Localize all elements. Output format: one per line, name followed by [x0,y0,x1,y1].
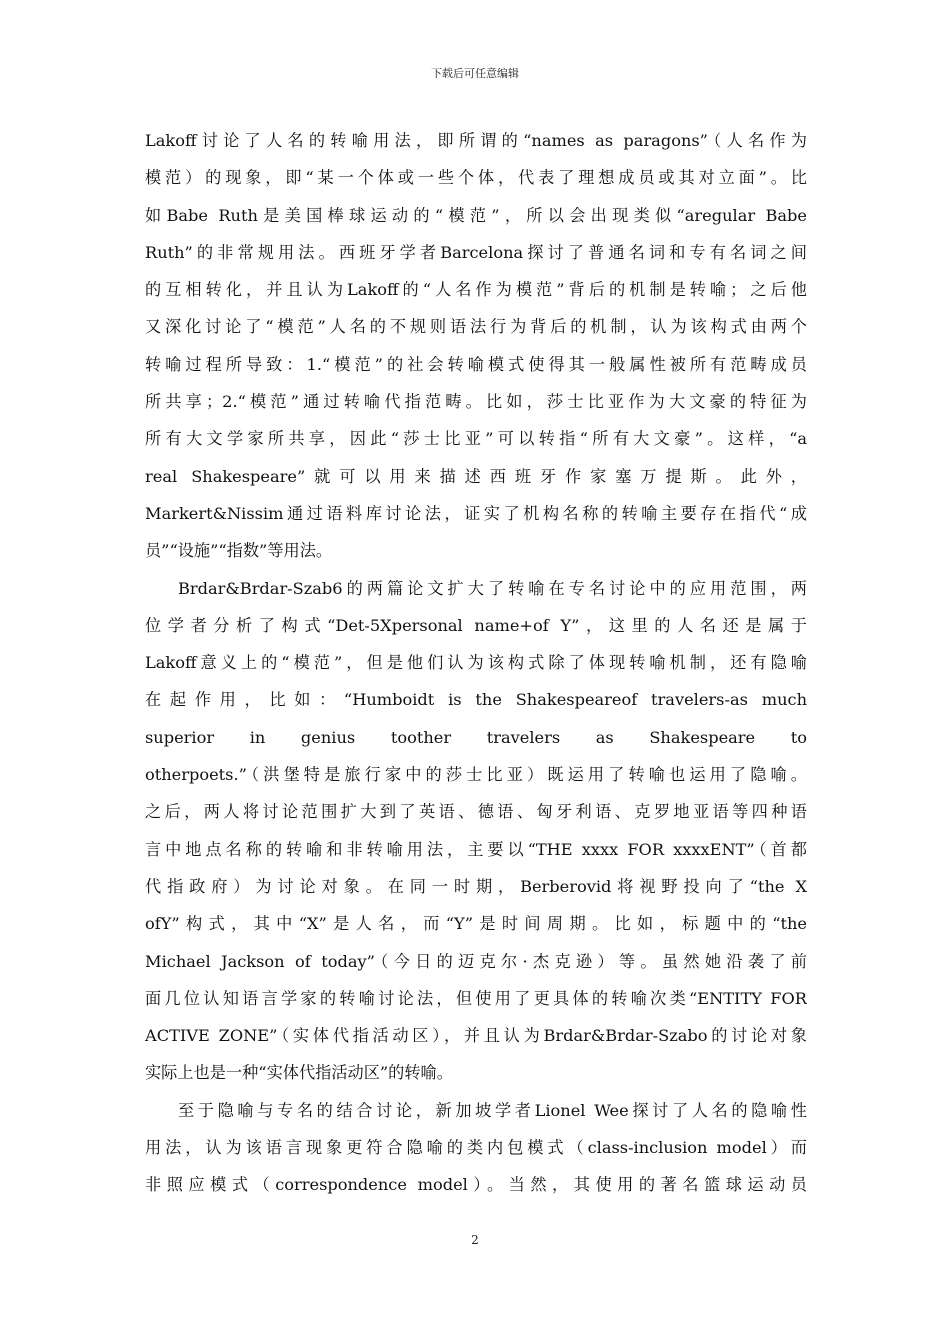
paragraph-2-line-4: 在起作用，比如：“Humboidt is the Shakespeareof travelers-as much [145,690,807,710]
paragraph-2-line-14: 实际上也是一种“实体代指活动区”的转喻。 [145,1063,453,1083]
page-header: 下载后可任意编辑 [431,67,519,80]
paragraph-2-line-9: 代指政府）为讨论对象。在同一时期，Berberovid将视野投向了“the X [145,876,807,896]
paragraph-2-line-13: ACTIVE ZONE”（实体代指活动区），并且认为Brdar&Brdar-Szabo的讨论对象 [145,1026,807,1046]
paragraph-2-line-6: otherpoets.”（洪堡特是旅行家中的莎士比亚）既运用了转喻也运用了隐喻。 [145,765,807,785]
paragraph-2-line-11: Michael Jackson of today”（今日的迈克尔·杰克逊）等。虽然她沿袭了前 [145,951,807,971]
paragraph-1-line-11: Markert&Nissim通过语料库讨论法，证实了机构名称的转喻主要存在指代“成 [145,503,807,523]
paragraph-3-line-2: 用法，认为该语言现象更符合隐喻的类内包模式（class-inclusion model）而 [145,1138,807,1158]
paragraph-1-line-8: 所共享；2.“模范”通过转喻代指范畴。比如，莎士比亚作为大文豪的特征为 [145,392,807,412]
paragraph-1-line-10: real Shakespeare”就可以用来描述西班牙作家塞万提斯。此外， [145,466,807,486]
paragraph-3-line-3: 非照应模式（correspondence model）。当然，其使用的著名篮球运动员 [145,1175,807,1195]
paragraph-1-line-6: 又深化讨论了“模范”人名的不规则语法行为背后的机制，认为该构式由两个 [145,317,807,337]
document-body [145,122,807,1204]
paragraph-2-line-3: Lakoff意义上的“模范”，但是他们认为该构式除了体现转喻机制，还有隐喻 [145,653,807,673]
paragraph-2-line-2: 位学者分析了构式“Det-5Xpersonal name+of Y”，这里的人名还是属于 [145,615,807,635]
paragraph-1-line-9: 所有大文学家所共享，因此“莎士比亚”可以转指“所有大文豪”。这样，“a [145,429,807,449]
paragraph-1-line-3: 如Babe Ruth是美国棒球运动的“模范”，所以会出现类似“aregular Babe [145,205,807,225]
paragraph-2-line-8: 言中地点名称的转喻和非转喻用法，主要以“THE xxxx FOR xxxxENT”（首都 [145,839,807,859]
paragraph-1-line-7: 转喻过程所导致：1.“模范”的社会转喻模式使得其一般属性被所有范畴成员 [145,354,807,374]
page-number: 2 [471,1233,479,1247]
paragraph-2-line-7: 之后，两人将讨论范围扩大到了英语、德语、匈牙利语、克罗地亚语等四种语 [145,802,807,822]
paragraph-1-line-4: Ruth”的非常规用法。西班牙学者Barcelona探讨了普通名词和专有名词之间 [145,242,807,262]
paragraph-2-line-1: Brdar&Brdar-Szab6的两篇论文扩大了转喻在专名讨论中的应用范围，两 [178,578,807,598]
paragraph-1-line-12: 员”“设施”“指数”等用法。 [145,541,333,561]
paragraph-1-line-2: 模范）的现象，即“某一个体或一些个体，代表了理想成员或其对立面”。比 [145,168,807,188]
paragraph-2-line-5: superior in genius toother travelers as Shakespeare to [145,727,807,747]
paragraph-2-line-12: 面几位认知语言学家的转喻讨论法，但使用了更具体的转喻次类“ENTITY FOR [145,988,807,1008]
paragraph-1-line-5: 的互相转化，并且认为Lakoff的“人名作为模范”背后的机制是转喻；之后他 [145,280,807,300]
paragraph-3-line-1: 至于隐喻与专名的结合讨论，新加坡学者Lionel Wee探讨了人名的隐喻性 [178,1100,807,1120]
paragraph-1-line-1: Lakoff讨论了人名的转喻用法，即所谓的“names as paragons”（人名作为 [145,131,807,150]
paragraph-2-line-10: ofY”构式，其中“X”是人名，而“Y”是时间周期。比如，标题中的“the [145,914,807,934]
